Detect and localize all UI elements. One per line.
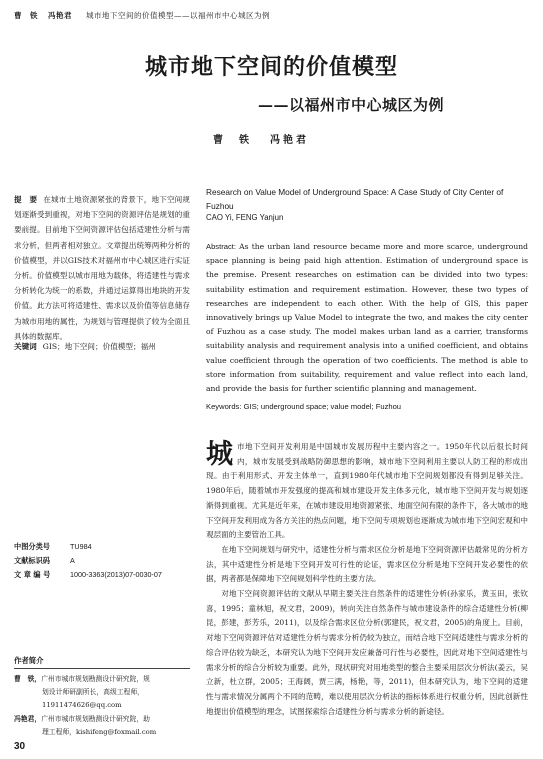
chinese-keywords-text: GIS；地下空间；价值模型；福州 xyxy=(42,342,156,351)
page-number: 30 xyxy=(14,741,26,752)
chinese-abstract-label: 提 要 xyxy=(14,195,38,204)
chinese-keywords xyxy=(14,339,190,354)
author-1: 曹 铁 xyxy=(213,135,252,146)
running-header xyxy=(14,10,270,21)
body-paragraph-1: 城市地下空间开发利用是中国城市发展历程中主要内容之一。1950年代以后很长时间内，城市发展受到战略防御思想的影响，城市地下空间利用主要以人防工程的形成出现。由于利用形式、开发主体单一，直到1980年代城市地下空间规划都没有得到足够关注。1980年后，随着城市开发强度的提高和城市建设开发主体多元化，城市地下空间开发与规划逐渐得到重视。尤其是近年来，在城市建设用地资源紧张、地面空间有限的条件下，各大城市的地下空间开发利用成为各方关注的热点问题，地下空间专项规划也逐渐成为城市地下空间宏观和中观层面的主要管治工具。 xyxy=(206,439,528,540)
body-paragraph-3: 对地下空间资源评估的文献从早期主要关注自然条件的适建性分析(孙家乐，黄玉田，张钦喜，1995；童林旭，祝文君，2009)，转向关注自然条件与城市建设条件的综合适建性分析(柳昆，彭建，彭芳乐，2011)，以及综合需求区位分析(郭建民，祝文君，2005)的角度上。目前，对地下空间资源评估对适建性分析与需求分析仍较为独立，而结合地下空间适建性与需求分析的综合评估较为缺乏，本研究认为地下空间开发应兼备可行性与必要性，因此对地下空间适建性与需求分析的综合分析较为重要。此外，现状研究对用地类型的整合主要采用层次分析法(姜云，吴立新，杜立群，2005；王海阔，贾三满，杨艳，等，2011)，但本研究认为，地下空间的适建性与需求情况分属两个不同的范畴，难以使用层次分析法的指标体系进行权重分析，因此创新性地提出价值模型的理念，试图探索综合适建性分析与需求分析的新途径。 xyxy=(206,589,528,716)
classification-row: 文献标识码 A xyxy=(14,556,75,565)
paper-authors xyxy=(213,131,327,146)
english-abstract-text: As the urban land resource became more and more scarce, underground space planning is being paid high attention. Estimation of underground space is the premise. Present researches on estimation can be divided into two types: suitability estimation and requirement estimation. However, these two types of researches are independent to each other. With the help of GIS, this paper innovatively brings up Value Model to integrate the two, and makes the city center of Fuzhou as a case study. The model makes urban land as a carrier, transforms suitability analysis and requirement analysis into a unified coefficient, and obtains value coefficient through the operation of two coefficients. The method is able to store information from suitability, requirement and value reflect into each land, and provide the basis for further scientific planning and management. xyxy=(206,242,528,394)
english-keywords-label: Keywords: xyxy=(206,402,242,411)
body-text xyxy=(206,440,528,719)
english-abstract xyxy=(206,240,528,396)
header-author-1: 曹 铁 xyxy=(14,11,38,20)
author-intro-heading: 作者简介 xyxy=(14,656,44,665)
author-intro-entry: 冯艳君，广州市城市规划勘测设计研究院，助 xyxy=(14,714,150,723)
header-running-title: 城市地下空间的价值模型——以福州市中心城区为例 xyxy=(86,11,270,20)
drop-cap: 城 xyxy=(206,439,233,470)
classification-row: 中图分类号 TU984 xyxy=(14,542,92,551)
classification-row: 文 章 编 号 1000-3363(2013)07-0030-07 xyxy=(14,570,162,579)
chinese-abstract xyxy=(14,192,190,344)
chinese-abstract-text: 在城市土地资源紧张的背景下，地下空间规划逐渐受到重视，对地下空间的资源评估是规划的重要前提。目前地下空间资源评估包括适建性分析与需求分析，但两者相对独立。文章提出统筹两种分析的价值模型，并以GIS技术对福州市中心城区进行实证分析。价值模型以城市用地为载体，将适建性与需求分析转化为统一的系数，并通过运算得出地块的开发价值。此方法可将适建性、需求以及价值等信息储存为城市用地的属性，为规划与管理提供了较为全面且具体的数据库。 xyxy=(14,195,190,341)
english-abstract-label: Abstract: xyxy=(206,242,236,251)
body-paragraph-2: 在地下空间规划与研究中，适建性分析与需求区位分析是地下空间资源评估最常见的分析方法，其中适建性分析是地下空间开发可行性的论证，需求区位分析是地下空间开发必要性的依据，两者都是保障地下空间规划科学性的主要方法。 xyxy=(206,544,528,584)
author-intro-notes: 曹 铁，广州市城市规划勘测设计研究院，规 划设计师研副所长，高级工程师， 11911474626@qq.com 冯艳君，广州市城市规划勘测设计研究院，助 理工程师，kishifeng@foxmail.com xyxy=(14,673,190,739)
author-intro-entry: 曹 铁，广州市城市规划勘测设计研究院，规 xyxy=(14,675,150,683)
english-keywords-text: GIS; underground space; value model; Fuzhou xyxy=(243,402,402,411)
header-author-2: 冯艳君 xyxy=(48,11,72,20)
english-keywords xyxy=(206,402,528,411)
english-authors: CAO Yi, FENG Yanjun xyxy=(206,213,284,222)
author-2: 冯艳君 xyxy=(270,135,309,146)
paper-title: 城市地下空间的价值模型 xyxy=(144,54,398,80)
classification-block xyxy=(14,540,162,582)
author-intro-rule xyxy=(14,668,190,669)
chinese-keywords-label: 关键词 xyxy=(14,342,37,351)
paper-subtitle: ——以福州市中心城区为例 xyxy=(258,96,445,114)
english-title: Research on Value Model of Underground Space: A Case Study of City Center of Fuzhou xyxy=(206,187,504,211)
